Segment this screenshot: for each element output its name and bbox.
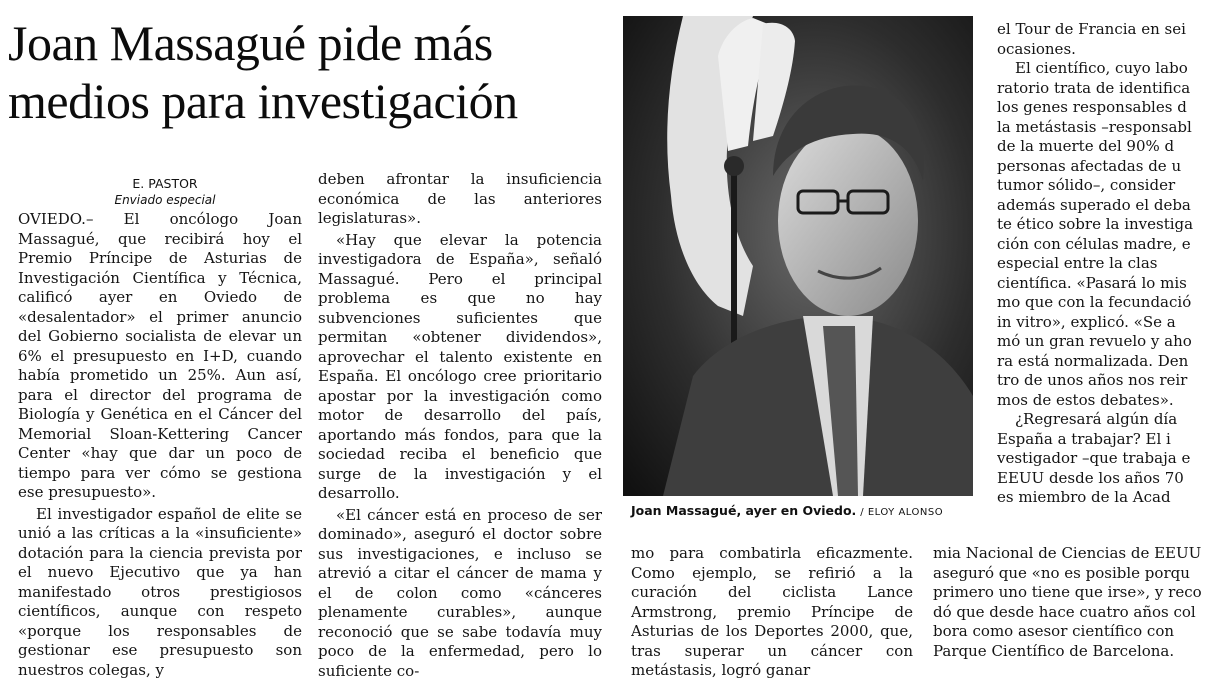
article-column-2 — [318, 170, 602, 700]
text-line: mos de estos debates». — [997, 390, 1174, 409]
headline: Joan Massagué pide más medios para investigación — [8, 15, 518, 129]
text-line: especial entre la clas — [997, 254, 1158, 272]
text-line: aseguró que «no es posible porqu — [933, 563, 1190, 582]
text-line: tumor sólido–, consider — [997, 176, 1176, 194]
paragraph: «Hay que elevar la potencia investigadora de España», señaló Massagué. Pero el principal problema es que no hay subvenciones suficientes que permitan «obtener dividendos», aprovechar el talento existente en España. El oncólogo cree prioritario apostar por la investigación como motor de desarrollo del país, aportando más fondos, para que la sociedad reciba el beneficio que surge de la investigación y el desarrollo. — [318, 230, 602, 502]
text-line: mia Nacional de Ciencias de EEUU — [933, 544, 1202, 562]
article-column-1 — [18, 210, 302, 700]
text-line: EEUU desde los años 70 — [997, 468, 1184, 487]
paragraph: OVIEDO.– El oncólogo Joan Massagué, que recibirá hoy el Premio Príncipe de Asturias de Investigación Científica y Técnica, calificó ayer en Oviedo de «desalentador» el primer anuncio del Gobierno socialista de elevar un 6% el presupuesto en I+D, cuando había prometido un 25%. Aun así, para el director del programa de Biología y Genética en el Cáncer del Memorial Sloan-Kettering Cancer Center «hay que dar un poco de tiempo para ver cómo se gestiona ese presupuesto». — [18, 210, 302, 501]
paragraph: «El cáncer está en proceso de ser dominado», aseguró el doctor sobre sus investigaciones, e incluso se atrevió a citar el cáncer de mama y el de colon como «cánceres plenamente curables», aunque reconoció que se sabe todavía muy poco de la enfermedad, pero lo suficiente co- — [318, 505, 602, 680]
text-line: mo que con la fecundació — [997, 293, 1192, 311]
text-line: es miembro de la Acad — [997, 488, 1171, 506]
text-line: de la muerte del 90% d — [997, 137, 1175, 155]
text-line: primero uno tiene que irse», y reco — [933, 583, 1202, 601]
byline — [20, 176, 310, 208]
text-line: científica. «Pasará lo mis — [997, 273, 1187, 292]
text-line: España a trabajar? El i — [997, 429, 1171, 448]
caption-text: Joan Massagué, ayer en Oviedo. — [631, 503, 857, 518]
text-line: ¿Regresará algún día — [1015, 410, 1178, 428]
article-column-4-top — [997, 20, 1227, 536]
text-line: in vitro», explicó. «Se a — [997, 312, 1176, 331]
article-column-4-bottom — [933, 544, 1227, 700]
text-line: ocasiones. — [997, 39, 1076, 58]
text-line: ratorio trata de identifica — [997, 78, 1191, 97]
text-line: El científico, cuyo labo — [1015, 59, 1188, 77]
text-line: vestigador –que trabaja e — [997, 449, 1191, 467]
paragraph: mo para combatirla eficazmente. Como ejemplo, se refirió a la curación del ciclista Lance Armstrong, premio Príncipe de Asturias de los Deportes 2000, que, tras superar un cáncer con metástasis, logró ganar — [631, 544, 913, 679]
text-line: ra está normalizada. Den — [997, 351, 1189, 370]
text-line: tro de unos años nos reir — [997, 371, 1188, 389]
author-name: E. PASTOR — [132, 176, 198, 191]
portrait-image — [623, 16, 973, 496]
text-line: te ético sobre la investiga — [997, 215, 1194, 233]
text-line: bora como asesor científico con — [933, 622, 1175, 640]
photo-credit: / ELOY ALONSO — [860, 507, 944, 518]
text-line: el Tour de Francia en sei — [997, 20, 1186, 38]
text-line: ción con células madre, e — [997, 234, 1191, 253]
article-column-3 — [631, 544, 913, 700]
text-line: personas afectadas de u — [997, 156, 1182, 175]
text-line: dó que desde hace cuatro años col — [933, 602, 1196, 621]
text-line: la metástasis –responsabl — [997, 117, 1192, 136]
text-line: además superado el deba — [997, 195, 1191, 214]
photo-caption — [631, 503, 971, 518]
text-line: mó un gran revuelo y aho — [997, 332, 1192, 350]
paragraph: El investigador español de elite se unió a las críticas a la «insuficiente» dotación para la ciencia prevista por el nuevo Ejecutivo que ya han manifestado otros prestigiosos científicos, aunque con respeto «porque los responsables de gestionar ese presupuesto son nuestros colegas, y — [18, 504, 302, 679]
text-line: Parque Científico de Barcelona. — [933, 641, 1175, 660]
text-line: los genes responsables d — [997, 98, 1187, 116]
news-photo — [623, 16, 973, 496]
author-role: Enviado especial — [114, 193, 216, 207]
paragraph: deben afrontar la insuficiencia económica de las anteriores legislaturas». — [318, 170, 602, 227]
